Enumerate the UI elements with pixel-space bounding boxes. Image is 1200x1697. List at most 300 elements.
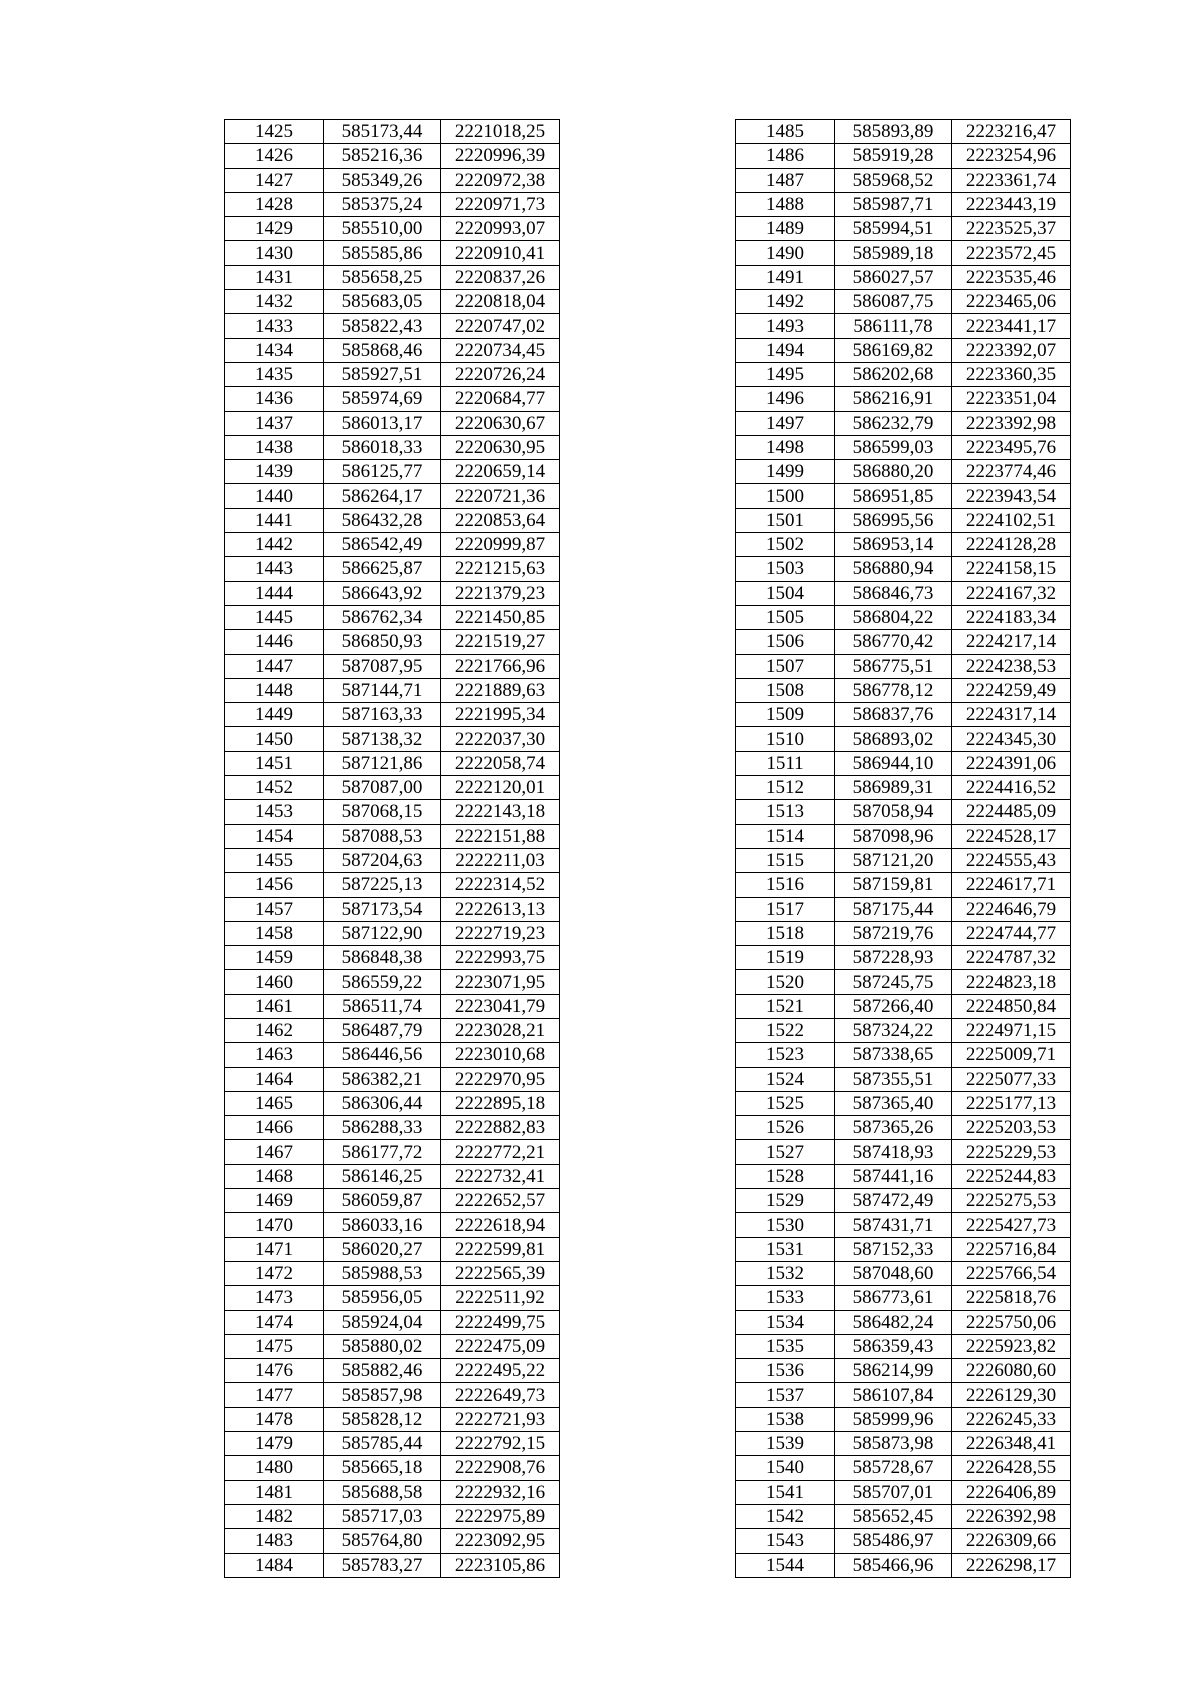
x-coordinate-cell: 587472,49 [835, 1189, 952, 1213]
x-coordinate-cell: 586487,79 [324, 1018, 441, 1042]
y-coordinate-cell: 2220993,07 [441, 217, 560, 241]
point-number-cell: 1460 [225, 970, 324, 994]
point-number-cell: 1443 [225, 557, 324, 581]
y-coordinate-cell: 2224391,06 [952, 751, 1071, 775]
point-number-cell: 1427 [225, 168, 324, 192]
point-number-cell: 1447 [225, 654, 324, 678]
x-coordinate-cell: 585728,67 [835, 1456, 952, 1480]
x-coordinate-cell: 586214,99 [835, 1359, 952, 1383]
y-coordinate-cell: 2223361,74 [952, 168, 1071, 192]
point-number-cell: 1461 [225, 994, 324, 1018]
table-row [225, 1116, 560, 1140]
y-coordinate-cell: 2226348,41 [952, 1432, 1071, 1456]
point-number-cell: 1501 [736, 508, 835, 532]
point-number-cell: 1491 [736, 265, 835, 289]
table-row [225, 557, 560, 581]
y-coordinate-cell: 2224259,49 [952, 678, 1071, 702]
table-row [225, 314, 560, 338]
x-coordinate-cell: 586775,51 [835, 654, 952, 678]
y-coordinate-cell: 2225009,71 [952, 1043, 1071, 1067]
point-number-cell: 1459 [225, 946, 324, 970]
table-row [736, 120, 1071, 144]
table-row [225, 897, 560, 921]
table-row [736, 678, 1071, 702]
y-coordinate-cell: 2222772,21 [441, 1140, 560, 1164]
table-row [736, 824, 1071, 848]
table-row [736, 630, 1071, 654]
x-coordinate-cell: 586804,22 [835, 605, 952, 629]
x-coordinate-cell: 585349,26 [324, 168, 441, 192]
point-number-cell: 1521 [736, 994, 835, 1018]
point-number-cell: 1513 [736, 800, 835, 824]
table-row [736, 776, 1071, 800]
y-coordinate-cell: 2223465,06 [952, 290, 1071, 314]
point-number-cell: 1514 [736, 824, 835, 848]
point-number-cell: 1433 [225, 314, 324, 338]
point-number-cell: 1482 [225, 1504, 324, 1528]
table-row [225, 1164, 560, 1188]
table-row [225, 1018, 560, 1042]
point-number-cell: 1507 [736, 654, 835, 678]
table-row [736, 994, 1071, 1018]
point-number-cell: 1478 [225, 1407, 324, 1431]
point-number-cell: 1536 [736, 1359, 835, 1383]
x-coordinate-cell: 587048,60 [835, 1261, 952, 1285]
x-coordinate-cell: 586359,43 [835, 1334, 952, 1358]
y-coordinate-cell: 2221995,34 [441, 703, 560, 727]
x-coordinate-cell: 586432,28 [324, 508, 441, 532]
table-row [225, 144, 560, 168]
table-row [225, 387, 560, 411]
table-row [736, 1310, 1071, 1334]
table-row [225, 703, 560, 727]
x-coordinate-cell: 585873,98 [835, 1432, 952, 1456]
y-coordinate-cell: 2224416,52 [952, 776, 1071, 800]
point-number-cell: 1441 [225, 508, 324, 532]
table-row [225, 1480, 560, 1504]
point-number-cell: 1426 [225, 144, 324, 168]
y-coordinate-cell: 2223071,95 [441, 970, 560, 994]
x-coordinate-cell: 585216,36 [324, 144, 441, 168]
x-coordinate-cell: 586111,78 [835, 314, 952, 338]
table-row [225, 1067, 560, 1091]
point-number-cell: 1437 [225, 411, 324, 435]
y-coordinate-cell: 2222932,16 [441, 1480, 560, 1504]
y-coordinate-cell: 2225716,84 [952, 1237, 1071, 1261]
table-row [736, 362, 1071, 386]
table-row [736, 1456, 1071, 1480]
table-row [736, 1213, 1071, 1237]
table-row [225, 1456, 560, 1480]
y-coordinate-cell: 2220630,67 [441, 411, 560, 435]
point-number-cell: 1473 [225, 1286, 324, 1310]
y-coordinate-cell: 2226245,33 [952, 1407, 1071, 1431]
y-coordinate-cell: 2226406,89 [952, 1480, 1071, 1504]
x-coordinate-cell: 587338,65 [835, 1043, 952, 1067]
table-row [225, 1529, 560, 1553]
y-coordinate-cell: 2220734,45 [441, 338, 560, 362]
point-number-cell: 1469 [225, 1189, 324, 1213]
table-row [225, 727, 560, 751]
y-coordinate-cell: 2222970,95 [441, 1067, 560, 1091]
point-number-cell: 1463 [225, 1043, 324, 1067]
y-coordinate-cell: 2223441,17 [952, 314, 1071, 338]
y-coordinate-cell: 2222599,81 [441, 1237, 560, 1261]
point-number-cell: 1523 [736, 1043, 835, 1067]
y-coordinate-cell: 2223360,35 [952, 362, 1071, 386]
table-row [736, 873, 1071, 897]
table-row [225, 630, 560, 654]
table-row [225, 1237, 560, 1261]
x-coordinate-cell: 587365,26 [835, 1116, 952, 1140]
point-number-cell: 1527 [736, 1140, 835, 1164]
x-coordinate-cell: 585658,25 [324, 265, 441, 289]
y-coordinate-cell: 2225275,53 [952, 1189, 1071, 1213]
y-coordinate-cell: 2220837,26 [441, 265, 560, 289]
y-coordinate-cell: 2226309,66 [952, 1529, 1071, 1553]
table-row [225, 241, 560, 265]
point-number-cell: 1535 [736, 1334, 835, 1358]
y-coordinate-cell: 2223105,86 [441, 1553, 560, 1577]
y-coordinate-cell: 2221519,27 [441, 630, 560, 654]
table-row [736, 168, 1071, 192]
y-coordinate-cell: 2222143,18 [441, 800, 560, 824]
table-row [736, 533, 1071, 557]
x-coordinate-cell: 585486,97 [835, 1529, 952, 1553]
table-row [736, 897, 1071, 921]
coordinates-table-right-body [736, 120, 1071, 1578]
y-coordinate-cell: 2225177,13 [952, 1091, 1071, 1115]
table-row [736, 970, 1071, 994]
coordinates-table-right [735, 119, 1071, 1578]
x-coordinate-cell: 587152,33 [835, 1237, 952, 1261]
y-coordinate-cell: 2225229,53 [952, 1140, 1071, 1164]
y-coordinate-cell: 2223774,46 [952, 460, 1071, 484]
table-row [225, 1553, 560, 1577]
y-coordinate-cell: 2222495,22 [441, 1359, 560, 1383]
y-coordinate-cell: 2223495,76 [952, 435, 1071, 459]
y-coordinate-cell: 2224102,51 [952, 508, 1071, 532]
x-coordinate-cell: 585987,71 [835, 192, 952, 216]
table-row [225, 1213, 560, 1237]
x-coordinate-cell: 585173,44 [324, 120, 441, 144]
point-number-cell: 1505 [736, 605, 835, 629]
y-coordinate-cell: 2222993,75 [441, 946, 560, 970]
point-number-cell: 1518 [736, 921, 835, 945]
x-coordinate-cell: 587088,53 [324, 824, 441, 848]
point-number-cell: 1511 [736, 751, 835, 775]
y-coordinate-cell: 2223392,98 [952, 411, 1071, 435]
y-coordinate-cell: 2222908,76 [441, 1456, 560, 1480]
point-number-cell: 1510 [736, 727, 835, 751]
point-number-cell: 1508 [736, 678, 835, 702]
table-row [225, 1043, 560, 1067]
y-coordinate-cell: 2220630,95 [441, 435, 560, 459]
y-coordinate-cell: 2224128,28 [952, 533, 1071, 557]
point-number-cell: 1526 [736, 1116, 835, 1140]
point-number-cell: 1438 [225, 435, 324, 459]
table-row [225, 484, 560, 508]
y-coordinate-cell: 2225750,06 [952, 1310, 1071, 1334]
point-number-cell: 1512 [736, 776, 835, 800]
x-coordinate-cell: 587173,54 [324, 897, 441, 921]
x-coordinate-cell: 585764,80 [324, 1529, 441, 1553]
y-coordinate-cell: 2225077,33 [952, 1067, 1071, 1091]
table-row [736, 1359, 1071, 1383]
y-coordinate-cell: 2224183,34 [952, 605, 1071, 629]
table-row [736, 1504, 1071, 1528]
table-row [225, 946, 560, 970]
table-row [736, 921, 1071, 945]
y-coordinate-cell: 2222732,41 [441, 1164, 560, 1188]
table-row [736, 605, 1071, 629]
table-row [225, 460, 560, 484]
point-number-cell: 1440 [225, 484, 324, 508]
y-coordinate-cell: 2226392,98 [952, 1504, 1071, 1528]
table-row [225, 1286, 560, 1310]
point-number-cell: 1515 [736, 848, 835, 872]
table-row [736, 1140, 1071, 1164]
y-coordinate-cell: 2222314,52 [441, 873, 560, 897]
table-row [225, 217, 560, 241]
x-coordinate-cell: 586087,75 [835, 290, 952, 314]
table-row [736, 508, 1071, 532]
x-coordinate-cell: 586625,87 [324, 557, 441, 581]
table-row [736, 727, 1071, 751]
y-coordinate-cell: 2222613,13 [441, 897, 560, 921]
coordinates-table-left-body [225, 120, 560, 1578]
y-coordinate-cell: 2225923,82 [952, 1334, 1071, 1358]
point-number-cell: 1537 [736, 1383, 835, 1407]
point-number-cell: 1534 [736, 1310, 835, 1334]
point-number-cell: 1448 [225, 678, 324, 702]
y-coordinate-cell: 2224971,15 [952, 1018, 1071, 1042]
point-number-cell: 1490 [736, 241, 835, 265]
x-coordinate-cell: 587121,86 [324, 751, 441, 775]
x-coordinate-cell: 585783,27 [324, 1553, 441, 1577]
table-row [225, 605, 560, 629]
table-row [225, 654, 560, 678]
x-coordinate-cell: 586232,79 [835, 411, 952, 435]
point-number-cell: 1449 [225, 703, 324, 727]
x-coordinate-cell: 586880,94 [835, 557, 952, 581]
x-coordinate-cell: 585717,03 [324, 1504, 441, 1528]
point-number-cell: 1450 [225, 727, 324, 751]
x-coordinate-cell: 586846,73 [835, 581, 952, 605]
point-number-cell: 1484 [225, 1553, 324, 1577]
table-row [736, 946, 1071, 970]
point-number-cell: 1509 [736, 703, 835, 727]
table-row [225, 338, 560, 362]
x-coordinate-cell: 586482,24 [835, 1310, 952, 1334]
table-row [736, 1043, 1071, 1067]
table-row [736, 1261, 1071, 1285]
y-coordinate-cell: 2224485,09 [952, 800, 1071, 824]
x-coordinate-cell: 585882,46 [324, 1359, 441, 1383]
table-row [225, 848, 560, 872]
table-row [736, 581, 1071, 605]
table-row [225, 1383, 560, 1407]
y-coordinate-cell: 2224158,15 [952, 557, 1071, 581]
y-coordinate-cell: 2222719,23 [441, 921, 560, 945]
table-row [225, 435, 560, 459]
y-coordinate-cell: 2223028,21 [441, 1018, 560, 1042]
y-coordinate-cell: 2225427,73 [952, 1213, 1071, 1237]
x-coordinate-cell: 586216,91 [835, 387, 952, 411]
point-number-cell: 1480 [225, 1456, 324, 1480]
x-coordinate-cell: 586264,17 [324, 484, 441, 508]
y-coordinate-cell: 2224167,32 [952, 581, 1071, 605]
x-coordinate-cell: 586446,56 [324, 1043, 441, 1067]
table-row [736, 1091, 1071, 1115]
table-row [225, 1504, 560, 1528]
x-coordinate-cell: 586033,16 [324, 1213, 441, 1237]
x-coordinate-cell: 586989,31 [835, 776, 952, 800]
x-coordinate-cell: 587144,71 [324, 678, 441, 702]
x-coordinate-cell: 585510,00 [324, 217, 441, 241]
x-coordinate-cell: 586107,84 [835, 1383, 952, 1407]
y-coordinate-cell: 2222652,57 [441, 1189, 560, 1213]
table-row [736, 654, 1071, 678]
table-row [736, 1164, 1071, 1188]
y-coordinate-cell: 2221018,25 [441, 120, 560, 144]
y-coordinate-cell: 2223572,45 [952, 241, 1071, 265]
table-row [225, 1334, 560, 1358]
y-coordinate-cell: 2222649,73 [441, 1383, 560, 1407]
table-row [736, 144, 1071, 168]
y-coordinate-cell: 2222120,01 [441, 776, 560, 800]
y-coordinate-cell: 2222151,88 [441, 824, 560, 848]
x-coordinate-cell: 585375,24 [324, 192, 441, 216]
table-row [225, 411, 560, 435]
table-row [736, 1286, 1071, 1310]
point-number-cell: 1451 [225, 751, 324, 775]
point-number-cell: 1531 [736, 1237, 835, 1261]
table-row [736, 460, 1071, 484]
point-number-cell: 1524 [736, 1067, 835, 1091]
point-number-cell: 1477 [225, 1383, 324, 1407]
x-coordinate-cell: 586953,14 [835, 533, 952, 557]
point-number-cell: 1470 [225, 1213, 324, 1237]
y-coordinate-cell: 2220999,87 [441, 533, 560, 557]
table-row [225, 192, 560, 216]
x-coordinate-cell: 585665,18 [324, 1456, 441, 1480]
y-coordinate-cell: 2223092,95 [441, 1529, 560, 1553]
x-coordinate-cell: 586125,77 [324, 460, 441, 484]
y-coordinate-cell: 2221379,23 [441, 581, 560, 605]
x-coordinate-cell: 585683,05 [324, 290, 441, 314]
y-coordinate-cell: 2223254,96 [952, 144, 1071, 168]
x-coordinate-cell: 587228,93 [835, 946, 952, 970]
point-number-cell: 1486 [736, 144, 835, 168]
point-number-cell: 1467 [225, 1140, 324, 1164]
table-row [736, 557, 1071, 581]
point-number-cell: 1539 [736, 1432, 835, 1456]
x-coordinate-cell: 587441,16 [835, 1164, 952, 1188]
point-number-cell: 1456 [225, 873, 324, 897]
x-coordinate-cell: 585707,01 [835, 1480, 952, 1504]
table-row [736, 848, 1071, 872]
x-coordinate-cell: 586995,56 [835, 508, 952, 532]
x-coordinate-cell: 585927,51 [324, 362, 441, 386]
point-number-cell: 1540 [736, 1456, 835, 1480]
y-coordinate-cell: 2225766,54 [952, 1261, 1071, 1285]
table-row [736, 1334, 1071, 1358]
point-number-cell: 1541 [736, 1480, 835, 1504]
y-coordinate-cell: 2221215,63 [441, 557, 560, 581]
y-coordinate-cell: 2220747,02 [441, 314, 560, 338]
table-row [225, 362, 560, 386]
x-coordinate-cell: 587219,76 [835, 921, 952, 945]
table-row [736, 435, 1071, 459]
point-number-cell: 1466 [225, 1116, 324, 1140]
y-coordinate-cell: 2221766,96 [441, 654, 560, 678]
x-coordinate-cell: 585988,53 [324, 1261, 441, 1285]
x-coordinate-cell: 585924,04 [324, 1310, 441, 1334]
table-row [225, 508, 560, 532]
y-coordinate-cell: 2220910,41 [441, 241, 560, 265]
table-row [225, 1407, 560, 1431]
point-number-cell: 1471 [225, 1237, 324, 1261]
table-row [225, 265, 560, 289]
point-number-cell: 1519 [736, 946, 835, 970]
x-coordinate-cell: 586306,44 [324, 1091, 441, 1115]
point-number-cell: 1474 [225, 1310, 324, 1334]
point-number-cell: 1499 [736, 460, 835, 484]
x-coordinate-cell: 587225,13 [324, 873, 441, 897]
point-number-cell: 1453 [225, 800, 324, 824]
point-number-cell: 1454 [225, 824, 324, 848]
y-coordinate-cell: 2220659,14 [441, 460, 560, 484]
table-row [225, 1091, 560, 1115]
point-number-cell: 1532 [736, 1261, 835, 1285]
x-coordinate-cell: 587087,95 [324, 654, 441, 678]
y-coordinate-cell: 2223216,47 [952, 120, 1071, 144]
table-row [736, 1553, 1071, 1577]
table-row [225, 994, 560, 1018]
y-coordinate-cell: 2220721,36 [441, 484, 560, 508]
y-coordinate-cell: 2223351,04 [952, 387, 1071, 411]
point-number-cell: 1431 [225, 265, 324, 289]
table-row [736, 217, 1071, 241]
point-number-cell: 1475 [225, 1334, 324, 1358]
table-row [736, 241, 1071, 265]
x-coordinate-cell: 585868,46 [324, 338, 441, 362]
y-coordinate-cell: 2224217,14 [952, 630, 1071, 654]
x-coordinate-cell: 585919,28 [835, 144, 952, 168]
x-coordinate-cell: 586202,68 [835, 362, 952, 386]
x-coordinate-cell: 586169,82 [835, 338, 952, 362]
y-coordinate-cell: 2222882,83 [441, 1116, 560, 1140]
y-coordinate-cell: 2220971,73 [441, 192, 560, 216]
x-coordinate-cell: 586511,74 [324, 994, 441, 1018]
x-coordinate-cell: 585999,96 [835, 1407, 952, 1431]
point-number-cell: 1434 [225, 338, 324, 362]
coordinates-table-left [224, 119, 560, 1578]
point-number-cell: 1436 [225, 387, 324, 411]
y-coordinate-cell: 2226129,30 [952, 1383, 1071, 1407]
point-number-cell: 1517 [736, 897, 835, 921]
point-number-cell: 1425 [225, 120, 324, 144]
x-coordinate-cell: 586848,38 [324, 946, 441, 970]
point-number-cell: 1502 [736, 533, 835, 557]
x-coordinate-cell: 586893,02 [835, 727, 952, 751]
y-coordinate-cell: 2220726,24 [441, 362, 560, 386]
point-number-cell: 1487 [736, 168, 835, 192]
x-coordinate-cell: 585956,05 [324, 1286, 441, 1310]
y-coordinate-cell: 2224617,71 [952, 873, 1071, 897]
table-row [225, 678, 560, 702]
